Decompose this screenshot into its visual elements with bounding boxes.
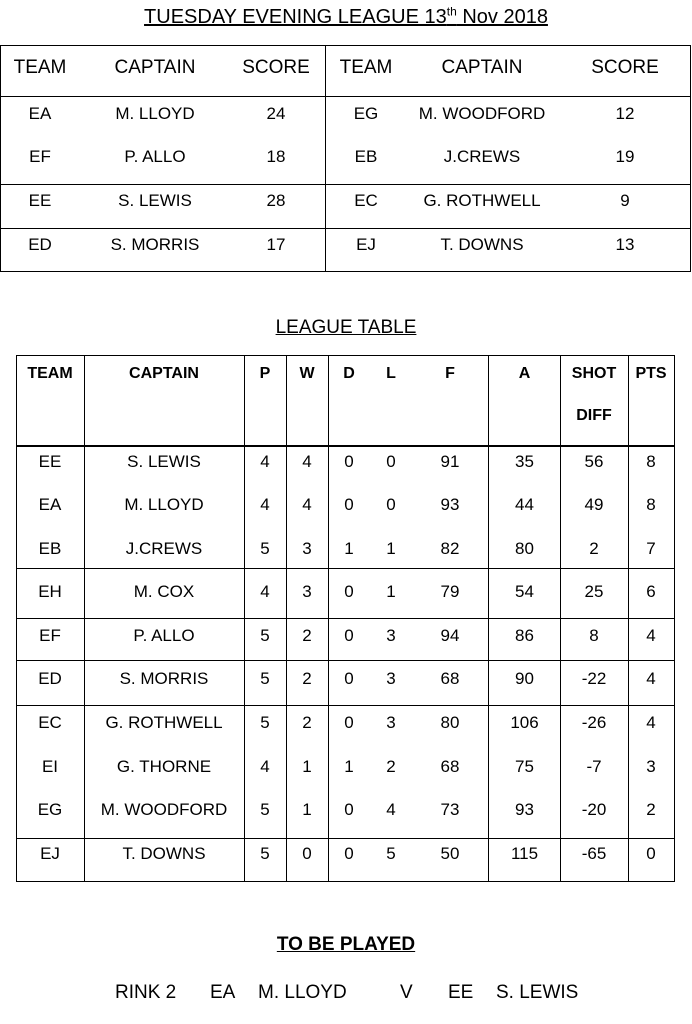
league-header-l: L bbox=[386, 365, 396, 382]
league-cell-p: 4 bbox=[260, 757, 270, 776]
league-cell-captain: T. DOWNS bbox=[122, 844, 206, 863]
league-cell-pts: 8 bbox=[646, 452, 656, 471]
league-cell-team: EI bbox=[41, 757, 59, 776]
league-cell-w: 4 bbox=[302, 452, 312, 471]
league-header-p: P bbox=[259, 365, 271, 382]
results-cell: 19 bbox=[615, 147, 635, 166]
league-cell-pts: 7 bbox=[646, 539, 656, 558]
league-cell-d: 0 bbox=[344, 713, 354, 732]
league-header-a: A bbox=[518, 365, 531, 382]
league-cell-team: EH bbox=[38, 582, 62, 601]
league-cell-d: 0 bbox=[344, 844, 354, 863]
league-cell-l: 3 bbox=[386, 669, 396, 688]
results-cell: EC bbox=[354, 191, 378, 210]
league-cell-shot-diff: 56 bbox=[584, 452, 604, 471]
league-cell-captain: G. THORNE bbox=[116, 757, 212, 776]
league-header-team: TEAM bbox=[27, 365, 73, 382]
results-cell: S. MORRIS bbox=[110, 235, 200, 254]
title-superscript: th bbox=[446, 4, 457, 19]
fixture-home-captain: M. LLOYD bbox=[258, 982, 347, 1003]
league-cell-l: 5 bbox=[386, 844, 396, 863]
fixture-rink: RINK 2 bbox=[115, 982, 177, 1003]
league-cell-team: EG bbox=[37, 800, 63, 819]
title-prefix: TUESDAY EVENING LEAGUE 13 bbox=[144, 6, 447, 28]
league-cell-p: 5 bbox=[260, 669, 270, 688]
league-cell-pts: 2 bbox=[646, 800, 656, 819]
league-cell-pts: 8 bbox=[646, 495, 656, 514]
league-cell-p: 5 bbox=[260, 626, 270, 645]
results-cell: 18 bbox=[266, 147, 286, 166]
league-cell-shot-diff: -22 bbox=[581, 669, 607, 688]
league-cell-team: ED bbox=[38, 669, 62, 688]
results-header-team: TEAM bbox=[339, 57, 393, 78]
league-cell-pts: 6 bbox=[646, 582, 656, 601]
league-cell-f: 68 bbox=[440, 669, 460, 688]
league-cell-a: 35 bbox=[515, 452, 534, 471]
league-cell-a: 93 bbox=[515, 800, 534, 819]
league-cell-captain: G. ROTHWELL bbox=[105, 713, 223, 732]
league-cell-f: 82 bbox=[440, 539, 460, 558]
league-cell-captain: M. WOODFORD bbox=[100, 800, 228, 819]
league-cell-d: 1 bbox=[344, 757, 354, 776]
league-cell-pts: 4 bbox=[646, 669, 656, 688]
league-cell-f: 91 bbox=[440, 452, 460, 471]
league-cell-captain: J.CREWS bbox=[125, 539, 203, 558]
league-cell-a: 115 bbox=[510, 844, 539, 863]
league-cell-team: EB bbox=[38, 539, 62, 558]
league-cell-a: 54 bbox=[515, 582, 534, 601]
league-cell-team: EJ bbox=[40, 844, 60, 863]
league-cell-p: 5 bbox=[260, 539, 270, 558]
league-cell-a: 106 bbox=[510, 713, 539, 732]
league-cell-f: 68 bbox=[440, 757, 460, 776]
league-cell-d: 0 bbox=[344, 452, 354, 471]
league-cell-p: 5 bbox=[260, 800, 270, 819]
league-cell-p: 5 bbox=[260, 844, 270, 863]
league-header-f: F bbox=[445, 365, 455, 382]
results-cell: T. DOWNS bbox=[440, 235, 524, 254]
league-cell-l: 4 bbox=[386, 800, 396, 819]
league-cell-f: 79 bbox=[440, 582, 460, 601]
league-header-diff: DIFF bbox=[576, 407, 612, 424]
league-cell-l: 0 bbox=[386, 495, 396, 514]
results-cell: 24 bbox=[266, 104, 286, 123]
league-cell-l: 1 bbox=[386, 582, 396, 601]
league-header-pts: PTS bbox=[635, 365, 667, 382]
league-cell-f: 73 bbox=[440, 800, 460, 819]
results-cell: EG bbox=[353, 104, 379, 123]
league-cell-a: 80 bbox=[515, 539, 534, 558]
results-cell: J.CREWS bbox=[443, 147, 521, 166]
league-cell-w: 3 bbox=[302, 582, 312, 601]
league-cell-w: 1 bbox=[302, 800, 312, 819]
fixture-away-captain: S. LEWIS bbox=[496, 982, 579, 1003]
results-cell: EE bbox=[28, 191, 52, 210]
league-cell-w: 2 bbox=[302, 669, 312, 688]
league-cell-d: 0 bbox=[344, 582, 354, 601]
league-header-shot: SHOT bbox=[571, 365, 617, 382]
results-header-score: SCORE bbox=[242, 57, 310, 78]
league-cell-shot-diff: -20 bbox=[581, 800, 607, 819]
league-cell-shot-diff: 25 bbox=[584, 582, 604, 601]
league-header-w: W bbox=[299, 365, 315, 382]
results-header-score: SCORE bbox=[591, 57, 659, 78]
league-cell-l: 3 bbox=[386, 626, 396, 645]
league-cell-shot-diff: 2 bbox=[589, 539, 599, 558]
league-cell-a: 75 bbox=[515, 757, 534, 776]
results-cell: EA bbox=[28, 104, 52, 123]
league-cell-captain: M. COX bbox=[133, 582, 195, 601]
league-cell-team: EA bbox=[38, 495, 62, 514]
league-cell-shot-diff: 49 bbox=[584, 495, 604, 514]
league-cell-l: 0 bbox=[386, 452, 396, 471]
to-be-played-title: TO BE PLAYED bbox=[276, 934, 416, 955]
fixture-away-team: EE bbox=[448, 982, 474, 1003]
fixture-versus: V bbox=[400, 982, 413, 1003]
results-cell: EJ bbox=[356, 235, 376, 254]
league-cell-p: 4 bbox=[260, 495, 270, 514]
results-cell: EF bbox=[29, 147, 51, 166]
league-cell-l: 1 bbox=[386, 539, 396, 558]
league-cell-d: 0 bbox=[344, 626, 354, 645]
league-cell-p: 4 bbox=[260, 582, 270, 601]
league-cell-team: EC bbox=[38, 713, 62, 732]
results-cell: 17 bbox=[266, 235, 286, 254]
results-cell: G. ROTHWELL bbox=[423, 191, 541, 210]
fixture-home-team: EA bbox=[210, 982, 236, 1003]
league-cell-f: 50 bbox=[440, 844, 460, 863]
league-cell-d: 0 bbox=[344, 800, 354, 819]
league-cell-pts: 4 bbox=[646, 626, 656, 645]
league-cell-d: 0 bbox=[344, 495, 354, 514]
league-cell-team: EF bbox=[39, 626, 61, 645]
league-cell-shot-diff: -7 bbox=[586, 757, 602, 776]
league-table-title: LEAGUE TABLE bbox=[275, 317, 417, 338]
results-cell: M. LLOYD bbox=[115, 104, 195, 123]
league-cell-w: 4 bbox=[302, 495, 312, 514]
results-header-team: TEAM bbox=[13, 57, 67, 78]
league-cell-w: 2 bbox=[302, 713, 312, 732]
league-cell-w: 2 bbox=[302, 626, 312, 645]
results-cell: M. WOODFORD bbox=[418, 104, 546, 123]
league-cell-a: 44 bbox=[515, 495, 534, 514]
results-cell: EB bbox=[354, 147, 378, 166]
results-cell: P. ALLO bbox=[124, 147, 186, 166]
league-cell-p: 5 bbox=[260, 713, 270, 732]
league-cell-p: 4 bbox=[260, 452, 270, 471]
league-cell-shot-diff: 8 bbox=[589, 626, 599, 645]
league-cell-captain: S. LEWIS bbox=[127, 452, 201, 471]
league-cell-a: 90 bbox=[515, 669, 534, 688]
results-header-captain: CAPTAIN bbox=[114, 57, 196, 78]
league-header-d: D bbox=[343, 365, 355, 382]
league-cell-f: 93 bbox=[440, 495, 460, 514]
results-cell: 28 bbox=[266, 191, 286, 210]
league-cell-captain: M. LLOYD bbox=[124, 495, 204, 514]
results-cell: 9 bbox=[620, 191, 630, 210]
league-cell-a: 86 bbox=[515, 626, 534, 645]
league-cell-pts: 0 bbox=[646, 844, 656, 863]
league-cell-captain: P. ALLO bbox=[133, 626, 195, 645]
results-header-captain: CAPTAIN bbox=[441, 57, 523, 78]
results-cell: 13 bbox=[615, 235, 635, 254]
league-cell-w: 1 bbox=[302, 757, 312, 776]
league-cell-d: 1 bbox=[344, 539, 354, 558]
league-cell-pts: 4 bbox=[646, 713, 656, 732]
results-cell: S. LEWIS bbox=[118, 191, 192, 210]
title-suffix: Nov 2018 bbox=[456, 6, 548, 28]
league-cell-l: 2 bbox=[386, 757, 396, 776]
league-cell-shot-diff: -26 bbox=[581, 713, 607, 732]
league-cell-captain: S. MORRIS bbox=[119, 669, 209, 688]
league-cell-w: 3 bbox=[302, 539, 312, 558]
league-header-captain: CAPTAIN bbox=[129, 365, 199, 382]
league-cell-d: 0 bbox=[344, 669, 354, 688]
league-cell-l: 3 bbox=[386, 713, 396, 732]
results-cell: 12 bbox=[615, 104, 635, 123]
league-cell-shot-diff: -65 bbox=[581, 844, 607, 863]
results-cell: ED bbox=[28, 235, 52, 254]
league-cell-w: 0 bbox=[302, 844, 312, 863]
league-cell-f: 94 bbox=[440, 626, 460, 645]
league-cell-team: EE bbox=[38, 452, 62, 471]
league-cell-f: 80 bbox=[440, 713, 460, 732]
league-cell-pts: 3 bbox=[646, 757, 656, 776]
